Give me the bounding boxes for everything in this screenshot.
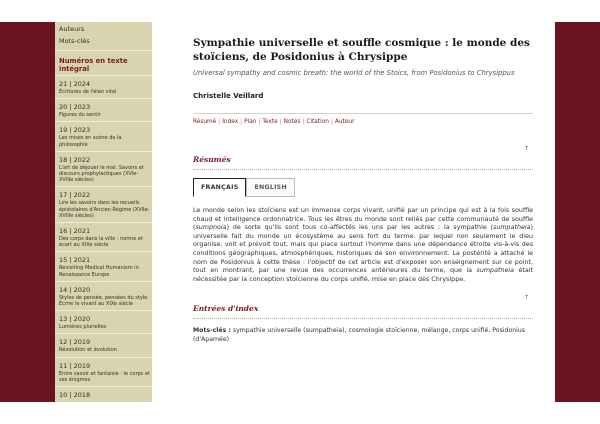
sidebar-issue[interactable]	[55, 186, 152, 222]
keywords	[193, 327, 533, 344]
abstract-segment: ) universelle fait du monde un écosystème au sens fort du terme, par lequel non seulement le dieu organise, voit et prévoit tout, mais qui place surtout l'homme dans une dépendance étroite vis-à-vis des conditions géographiques, atmosphériques, historiques de son environnement. La postérité a attaché le nom de Posidonius à cette thèse : l'objectif de cet article est d'exposer son enseignement sur ce point, tout en montrant, par une revue des occurrences antérieures du terme, que la	[193, 224, 533, 275]
nav-link[interactable]: Texte	[262, 119, 278, 125]
issue-number[interactable]: 11 | 2019	[59, 361, 91, 370]
issue-number[interactable]: 12 | 2019	[59, 338, 91, 347]
resumes-header	[193, 147, 533, 170]
issue-number[interactable]: 21 | 2024	[59, 80, 91, 88]
issue-title[interactable]: Styles de pensée, pensées du style. Écrire le vivant au XIXe siècle	[59, 294, 149, 308]
issue-title[interactable]: Lumières plurielles	[59, 324, 107, 331]
article-main	[193, 36, 533, 344]
index-heading: Entrées d'index	[193, 304, 259, 314]
sidebar-issue[interactable]	[55, 121, 152, 150]
nav-separator: |	[240, 119, 243, 125]
issue-title[interactable]: Révolution et évolution	[59, 347, 117, 354]
sidebar-issue[interactable]	[55, 251, 152, 280]
issue-number[interactable]: 18 | 2022	[59, 155, 91, 164]
left-margin-band	[0, 22, 55, 402]
tab-francais[interactable]: FRANÇAIS	[193, 178, 246, 197]
nav-separator: |	[279, 119, 282, 125]
sidebar-link-auteurs[interactable]: Auteurs	[59, 25, 85, 33]
nav-link[interactable]: Résumé	[193, 119, 217, 125]
index-header	[193, 296, 533, 319]
nav-separator: |	[330, 119, 333, 125]
sidebar	[55, 22, 152, 402]
nav-link[interactable]: Citation	[306, 119, 329, 125]
abstract-segment: Le monde selon les stoïciens est un immense corps vivant, unifié par un principe qui est à la fois souffle chaud et intelligence ordonnatrice. Tous les êtres du monde sont reliés par cette communauté de souffle (	[193, 207, 533, 232]
issue-title[interactable]: Revisiting Medical Humanism in Renaissance Europe	[59, 265, 139, 278]
sidebar-issue[interactable]	[55, 281, 152, 310]
issue-number[interactable]: 13 | 2020	[59, 315, 91, 324]
issue-title[interactable]: Lire les savoirs dans les recueils épistolaires d'Ancien Régime (XVIIe-XVIIIe siècles)	[59, 200, 150, 219]
nav-link[interactable]: Plan	[244, 119, 257, 125]
nav-link[interactable]: Auteur	[334, 119, 355, 125]
abstract-term: sumpatheia	[476, 267, 515, 275]
article-author[interactable]: Christelle Veillard	[193, 92, 264, 100]
issue-list	[55, 75, 152, 402]
issue-title[interactable]: Les mises en scène de la philosophie	[59, 135, 122, 148]
sidebar-issue[interactable]	[55, 98, 152, 121]
nav-separator: |	[258, 119, 261, 125]
issue-title[interactable]: Figures du sentir	[59, 112, 101, 119]
sidebar-issue[interactable]	[55, 222, 152, 251]
issue-number[interactable]: 10 | 2018	[59, 391, 91, 400]
article-subtitle: Universal sympathy and cosmic breath: the world of the Stoics, from Posidonius to Chrysippus	[193, 69, 515, 77]
sidebar-section-title: Numéros en texte intégral	[55, 50, 152, 75]
right-margin-band	[555, 22, 600, 402]
abstract-text	[193, 207, 533, 284]
issue-number[interactable]: 15 | 2021	[59, 256, 91, 265]
sidebar-issue[interactable]	[55, 151, 152, 187]
nav-separator: |	[302, 119, 305, 125]
language-tabs	[193, 178, 533, 197]
sidebar-link-mots-cles[interactable]: Mots-clés	[59, 37, 90, 45]
issue-title[interactable]: Écritures de l'élan vital	[59, 89, 117, 95]
issue-number[interactable]: 19 | 2023	[59, 126, 91, 135]
index-section	[193, 296, 533, 344]
abstract-segment: ) de sorte qu'ils sont tous co-affectés les uns par les autres : la sympathie (	[226, 224, 494, 232]
sidebar-issue[interactable]	[55, 386, 152, 402]
tab-english[interactable]: ENGLISH	[246, 178, 294, 197]
sidebar-issue[interactable]	[55, 357, 152, 386]
sidebar-issue[interactable]	[55, 75, 152, 98]
keywords-label: Mots-clés :	[193, 327, 231, 335]
abstract-term: sumpnoia	[195, 224, 227, 232]
back-to-top-icon[interactable]: ↑	[523, 294, 529, 302]
nav-link[interactable]: Index	[222, 119, 239, 125]
resumes-section	[193, 147, 533, 284]
issue-number[interactable]: 16 | 2021	[59, 227, 91, 236]
article-nav	[193, 113, 533, 125]
sidebar-issue[interactable]	[55, 310, 152, 333]
issue-number[interactable]: 17 | 2022	[59, 191, 91, 200]
nav-separator: |	[218, 119, 221, 125]
issue-title[interactable]: Entre savoir et fantaisie : le corps et ses énigmes	[59, 370, 150, 383]
sidebar-issue[interactable]	[55, 333, 152, 356]
article-title: Sympathie universelle et souffle cosmique : le monde des stoïciens, de Posidonius à Chrysippe	[193, 37, 530, 63]
issue-title[interactable]: L'art de déjouer le mal. Savoirs et discours prophylactiques (XVIe-XVIIIe siècles)	[59, 164, 144, 184]
issue-number[interactable]: 20 | 2023	[59, 103, 91, 112]
keywords-value[interactable]: sympathie universelle (sumpatheia), cosmologie stoïcienne, mélange, corps unifié, Posidonius (d'Apamée)	[193, 327, 526, 343]
abstract-segment: était nécessitée par la conception stoïcienne du corps unifié, mise en place dès Chrysippe.	[193, 267, 534, 283]
nav-link[interactable]: Notes	[283, 119, 301, 125]
back-to-top-icon[interactable]: ↑	[523, 145, 529, 152]
resumes-heading: Résumés	[193, 155, 231, 164]
issue-number[interactable]: 14 | 2020	[59, 285, 91, 294]
abstract-term: sumpatheia	[493, 224, 531, 232]
issue-title[interactable]: Des corps dans la ville : norme et écart au XIXe siècle	[59, 236, 143, 249]
